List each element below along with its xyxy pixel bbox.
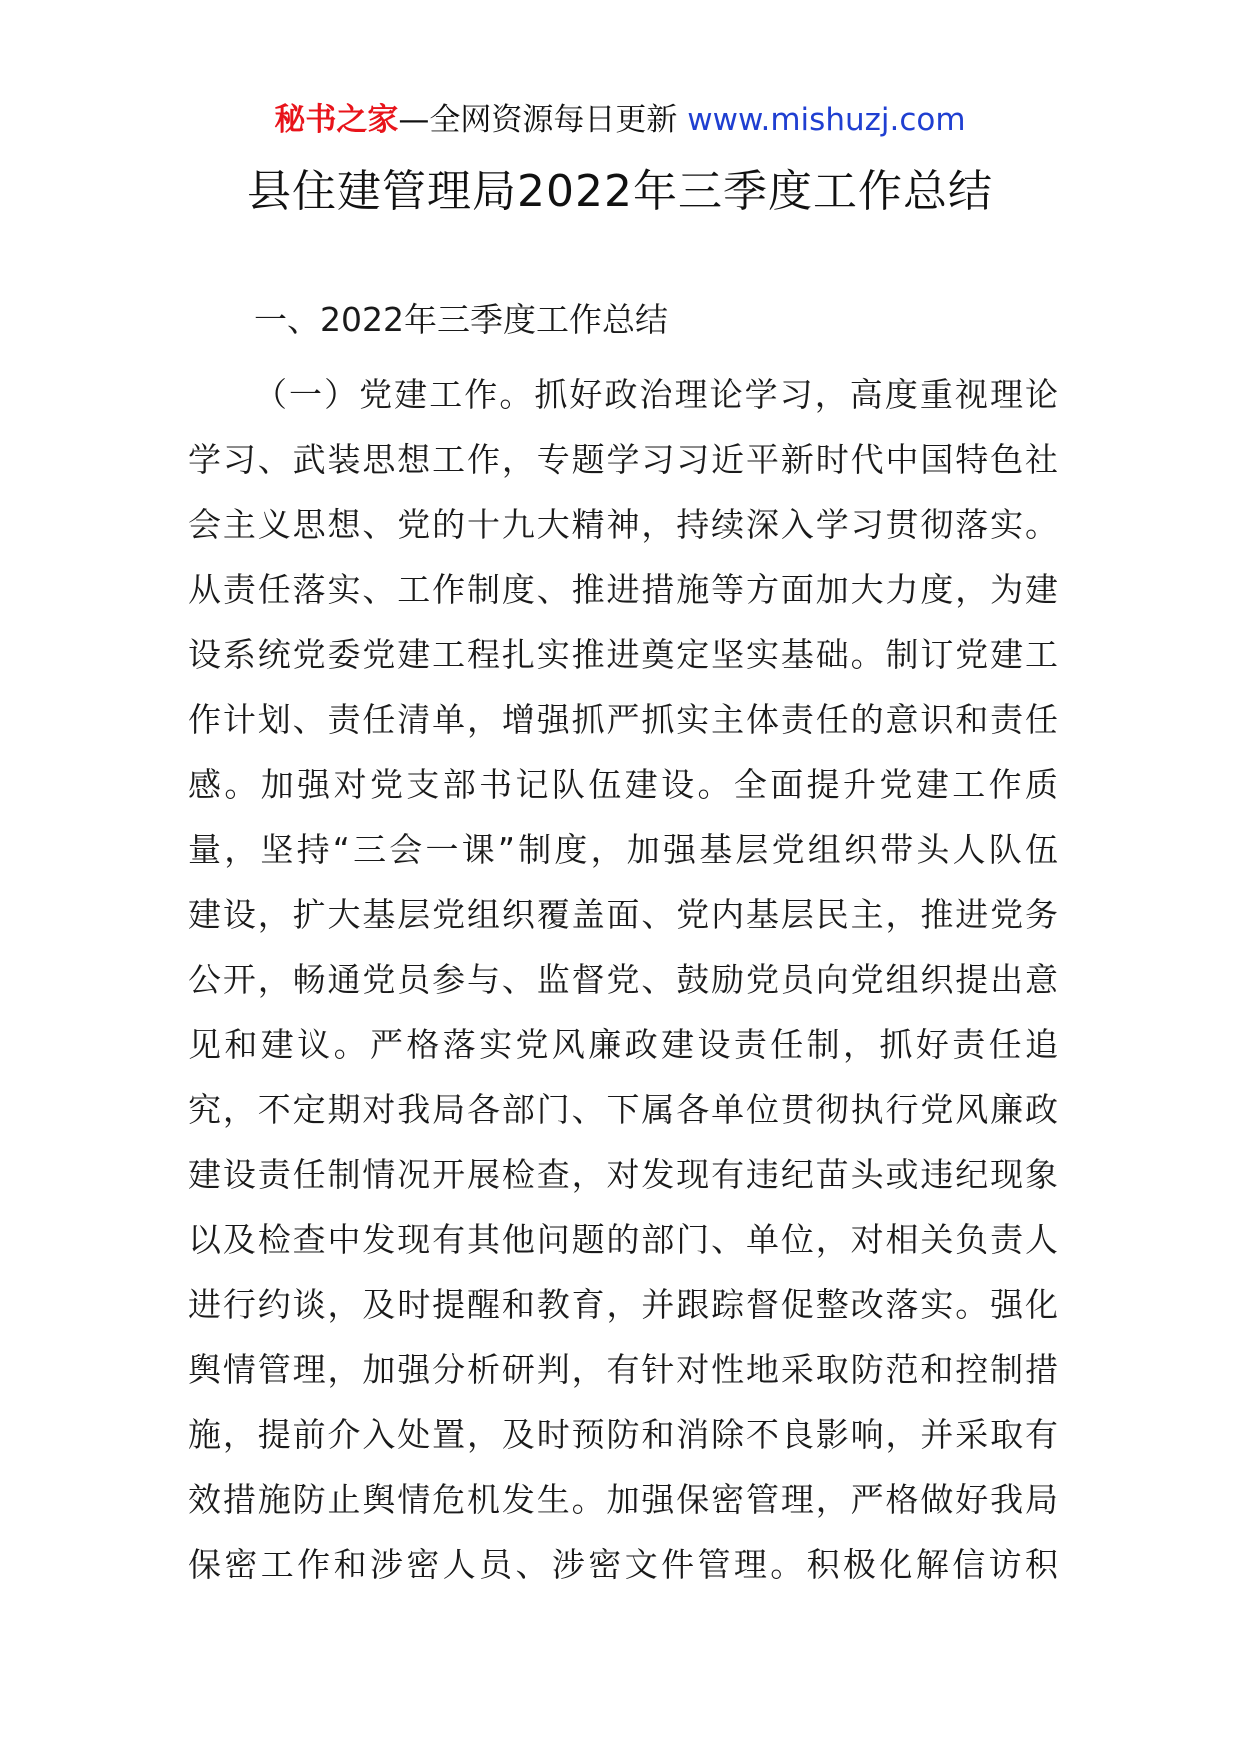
paragraph-line: 学习、武装思想工作，专题学习习近平新时代中国特色社 <box>188 440 1058 479</box>
paragraph-line: 从责任落实、工作制度、推进措施等方面加大力度，为建 <box>188 570 1058 609</box>
paragraph-line: 进行约谈，及时提醒和教育，并跟踪督促整改落实。强化 <box>188 1285 1058 1324</box>
paragraph-line: （一）党建工作。抓好政治理论学习，高度重视理论 <box>254 375 1058 414</box>
paragraph-line: 作计划、责任清单，增强抓严抓实主体责任的意识和责任 <box>188 700 1058 739</box>
section-heading: 一、2022年三季度工作总结 <box>254 300 668 339</box>
paragraph-line: 究，不定期对我局各部门、下属各单位贯彻执行党风廉政 <box>188 1090 1058 1129</box>
paragraph-line: 保密工作和涉密人员、涉密文件管理。积极化解信访积 <box>188 1545 1058 1584</box>
brand-name: 秘书之家 <box>274 102 399 138</box>
paragraph-line: 建设责任制情况开展检查，对发现有违纪苗头或违纪现象 <box>188 1155 1058 1194</box>
paragraph-line: 效措施防止舆情危机发生。加强保密管理，严格做好我局 <box>188 1480 1058 1519</box>
paragraph-line: 设系统党委党建工程扎实推进奠定坚实基础。制订党建工 <box>188 635 1058 674</box>
site-banner <box>0 100 1240 140</box>
paragraph-line: 公开，畅通党员参与、监督党、鼓励党员向党组织提出意 <box>188 960 1058 999</box>
paragraph-line: 量，坚持“三会一课”制度，加强基层党组织带头人队伍 <box>188 830 1058 869</box>
banner-tagline: —全网资源每日更新 <box>398 102 688 138</box>
paragraph-line: 见和建议。严格落实党风廉政建设责任制，抓好责任追 <box>188 1025 1058 1064</box>
body-paragraph <box>188 362 1058 1597</box>
paragraph-line: 建设，扩大基层党组织覆盖面、党内基层民主，推进党务 <box>188 895 1058 934</box>
paragraph-line: 施，提前介入处置，及时预防和消除不良影响，并采取有 <box>188 1415 1058 1454</box>
banner-url[interactable]: www.mishuzj.com <box>687 102 966 138</box>
document-title: 县住建管理局2022年三季度工作总结 <box>247 166 993 217</box>
paragraph-line: 感。加强对党支部书记队伍建设。全面提升党建工作质 <box>188 765 1058 804</box>
paragraph-line: 舆情管理，加强分析研判，有针对性地采取防范和控制措 <box>188 1350 1058 1389</box>
paragraph-line: 以及检查中发现有其他问题的部门、单位，对相关负责人 <box>188 1220 1058 1259</box>
paragraph-line: 会主义思想、党的十九大精神，持续深入学习贯彻落实。 <box>188 505 1058 544</box>
